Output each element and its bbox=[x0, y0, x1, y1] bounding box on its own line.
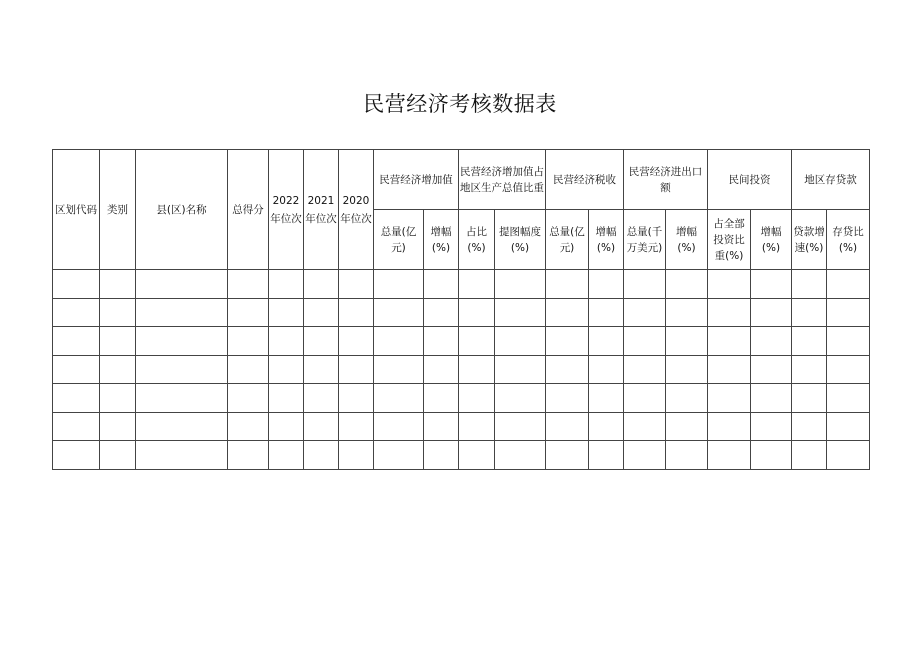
table-cell[interactable] bbox=[100, 441, 136, 470]
table-row bbox=[53, 384, 870, 413]
table-cell[interactable] bbox=[304, 327, 339, 356]
table-cell[interactable] bbox=[304, 355, 339, 384]
table-cell[interactable] bbox=[708, 384, 751, 413]
table-cell[interactable] bbox=[424, 412, 459, 441]
table-cell[interactable] bbox=[708, 441, 751, 470]
subheader-ie-growth: 增幅(%) bbox=[666, 210, 708, 270]
table-cell[interactable] bbox=[424, 355, 459, 384]
table-cell[interactable] bbox=[624, 355, 666, 384]
table-cell[interactable] bbox=[269, 270, 304, 299]
table-cell[interactable] bbox=[424, 298, 459, 327]
table-cell[interactable] bbox=[589, 384, 624, 413]
table-cell[interactable] bbox=[495, 441, 546, 470]
table-cell[interactable] bbox=[459, 412, 495, 441]
table-cell[interactable] bbox=[827, 384, 870, 413]
table-cell[interactable] bbox=[495, 270, 546, 299]
table-cell[interactable] bbox=[374, 298, 424, 327]
table-cell[interactable] bbox=[100, 384, 136, 413]
table-cell[interactable] bbox=[339, 327, 374, 356]
assessment-data-table bbox=[52, 149, 870, 470]
table-cell[interactable] bbox=[424, 270, 459, 299]
table-cell[interactable] bbox=[666, 441, 708, 470]
table-cell[interactable] bbox=[136, 327, 228, 356]
table-cell[interactable] bbox=[459, 270, 495, 299]
table-cell[interactable] bbox=[136, 270, 228, 299]
table-cell[interactable] bbox=[374, 384, 424, 413]
table-cell[interactable] bbox=[589, 327, 624, 356]
table-cell[interactable] bbox=[136, 298, 228, 327]
table-cell[interactable] bbox=[624, 270, 666, 299]
table-row bbox=[53, 441, 870, 470]
table-cell[interactable] bbox=[624, 327, 666, 356]
header-group-added-value: 民营经济增加值 bbox=[374, 150, 459, 210]
table-cell[interactable] bbox=[827, 441, 870, 470]
table-cell[interactable] bbox=[269, 298, 304, 327]
table-cell[interactable] bbox=[228, 441, 269, 470]
table-cell[interactable] bbox=[792, 412, 827, 441]
table-cell[interactable] bbox=[136, 384, 228, 413]
header-group-deposits-loans: 地区存贷款 bbox=[792, 150, 870, 210]
table-cell[interactable] bbox=[304, 384, 339, 413]
table-cell[interactable] bbox=[304, 298, 339, 327]
table-cell[interactable] bbox=[666, 355, 708, 384]
table-cell[interactable] bbox=[666, 298, 708, 327]
table-row bbox=[53, 298, 870, 327]
table-cell[interactable] bbox=[589, 441, 624, 470]
table-cell[interactable] bbox=[546, 355, 589, 384]
subheader-share-ratio: 占比(%) bbox=[459, 210, 495, 270]
table-cell[interactable] bbox=[100, 412, 136, 441]
table-cell[interactable] bbox=[751, 412, 792, 441]
table-cell[interactable] bbox=[459, 327, 495, 356]
subheader-av-total: 总量(亿元) bbox=[374, 210, 424, 270]
header-rank-2020-label: 年位次 bbox=[340, 212, 372, 225]
table-cell[interactable] bbox=[495, 355, 546, 384]
table-cell[interactable] bbox=[624, 441, 666, 470]
table-cell[interactable] bbox=[374, 441, 424, 470]
table-cell[interactable] bbox=[53, 355, 100, 384]
table-cell[interactable] bbox=[459, 441, 495, 470]
table-cell[interactable] bbox=[708, 355, 751, 384]
table-cell[interactable] bbox=[589, 412, 624, 441]
table-cell[interactable] bbox=[228, 412, 269, 441]
table-cell[interactable] bbox=[624, 384, 666, 413]
table-cell[interactable] bbox=[339, 441, 374, 470]
table-cell[interactable] bbox=[339, 384, 374, 413]
table-cell[interactable] bbox=[269, 355, 304, 384]
table-cell[interactable] bbox=[792, 441, 827, 470]
table-cell[interactable] bbox=[339, 298, 374, 327]
subheader-deposit-ratio: 存贷比(%) bbox=[827, 210, 870, 270]
table-cell[interactable] bbox=[53, 298, 100, 327]
table-cell[interactable] bbox=[374, 327, 424, 356]
table-cell[interactable] bbox=[827, 298, 870, 327]
subheader-av-growth: 增幅(%) bbox=[424, 210, 459, 270]
table-cell[interactable] bbox=[495, 327, 546, 356]
table-cell[interactable] bbox=[792, 355, 827, 384]
table-cell[interactable] bbox=[100, 270, 136, 299]
header-group-private-investment: 民间投资 bbox=[708, 150, 792, 210]
table-cell[interactable] bbox=[339, 355, 374, 384]
subheader-share-increase: 提图幅度(%) bbox=[495, 210, 546, 270]
table-cell[interactable] bbox=[546, 270, 589, 299]
table-cell[interactable] bbox=[136, 355, 228, 384]
table-cell[interactable] bbox=[546, 384, 589, 413]
subheader-ie-total: 总量(千万美元) bbox=[624, 210, 666, 270]
table-cell[interactable] bbox=[751, 270, 792, 299]
table-cell[interactable] bbox=[304, 270, 339, 299]
table-cell[interactable] bbox=[751, 441, 792, 470]
table-cell[interactable] bbox=[424, 384, 459, 413]
subheader-tax-growth: 增幅(%) bbox=[589, 210, 624, 270]
table-cell[interactable] bbox=[53, 441, 100, 470]
table-cell[interactable] bbox=[624, 412, 666, 441]
subheader-inv-growth: 增幅(%) bbox=[751, 210, 792, 270]
table-cell[interactable] bbox=[495, 412, 546, 441]
table-cell[interactable] bbox=[228, 298, 269, 327]
table-cell[interactable] bbox=[546, 298, 589, 327]
header-rank-2021 bbox=[304, 150, 339, 270]
table-cell[interactable] bbox=[546, 441, 589, 470]
header-group-gdp-share: 民营经济增加值占地区生产总值比重 bbox=[459, 150, 546, 210]
table-cell[interactable] bbox=[374, 270, 424, 299]
page-title: 民营经济考核数据表 bbox=[363, 92, 557, 116]
table-cell[interactable] bbox=[792, 384, 827, 413]
table-cell[interactable] bbox=[827, 270, 870, 299]
table-cell[interactable] bbox=[495, 298, 546, 327]
header-total-score: 总得分 bbox=[228, 150, 269, 270]
table-cell[interactable] bbox=[424, 441, 459, 470]
table-cell[interactable] bbox=[708, 298, 751, 327]
table-cell[interactable] bbox=[53, 384, 100, 413]
table-cell[interactable] bbox=[269, 327, 304, 356]
table-cell[interactable] bbox=[495, 384, 546, 413]
table-cell[interactable] bbox=[708, 270, 751, 299]
table-cell[interactable] bbox=[53, 270, 100, 299]
table-cell[interactable] bbox=[304, 412, 339, 441]
table-cell[interactable] bbox=[459, 384, 495, 413]
table-row bbox=[53, 412, 870, 441]
table-cell[interactable] bbox=[228, 327, 269, 356]
table-body bbox=[53, 270, 870, 470]
header-rank-2021-label: 年位次 bbox=[305, 212, 337, 225]
table-cell[interactable] bbox=[339, 270, 374, 299]
header-group-tax: 民营经济税收 bbox=[546, 150, 624, 210]
header-rank-2022-label: 年位次 bbox=[270, 212, 302, 225]
table-cell[interactable] bbox=[589, 270, 624, 299]
table-cell[interactable] bbox=[666, 270, 708, 299]
table-cell[interactable] bbox=[100, 298, 136, 327]
table-cell[interactable] bbox=[459, 355, 495, 384]
table-cell[interactable] bbox=[792, 270, 827, 299]
table-cell[interactable] bbox=[589, 355, 624, 384]
subheader-loan-growth: 贷款增速(%) bbox=[792, 210, 827, 270]
table-cell[interactable] bbox=[269, 441, 304, 470]
table-cell[interactable] bbox=[751, 327, 792, 356]
table-cell[interactable] bbox=[666, 384, 708, 413]
table-cell[interactable] bbox=[666, 327, 708, 356]
table-cell[interactable] bbox=[269, 384, 304, 413]
subheader-inv-share: 占全部投资比重(%) bbox=[708, 210, 751, 270]
table-cell[interactable] bbox=[827, 327, 870, 356]
table-cell[interactable] bbox=[339, 412, 374, 441]
table-cell[interactable] bbox=[136, 412, 228, 441]
table-cell[interactable] bbox=[546, 327, 589, 356]
table-cell[interactable] bbox=[589, 298, 624, 327]
table-cell[interactable] bbox=[708, 412, 751, 441]
header-district-code: 区划代码 bbox=[53, 150, 100, 270]
table-cell[interactable] bbox=[304, 441, 339, 470]
table-cell[interactable] bbox=[136, 441, 228, 470]
table-cell[interactable] bbox=[53, 412, 100, 441]
table-cell[interactable] bbox=[53, 327, 100, 356]
table-cell[interactable] bbox=[792, 327, 827, 356]
table-cell[interactable] bbox=[100, 327, 136, 356]
table-cell[interactable] bbox=[666, 412, 708, 441]
table-cell[interactable] bbox=[374, 355, 424, 384]
table-cell[interactable] bbox=[792, 298, 827, 327]
header-county-name: 县(区)名称 bbox=[136, 150, 228, 270]
subheader-tax-total: 总量(亿元) bbox=[546, 210, 589, 270]
header-rank-2021-year: 2021 bbox=[307, 194, 335, 207]
header-rank-2020 bbox=[339, 150, 374, 270]
table-cell[interactable] bbox=[100, 355, 136, 384]
header-rank-2022-year: 2022 bbox=[272, 194, 300, 207]
table-cell[interactable] bbox=[751, 384, 792, 413]
table-cell[interactable] bbox=[624, 298, 666, 327]
header-category: 类别 bbox=[100, 150, 136, 270]
table-cell[interactable] bbox=[228, 384, 269, 413]
table-row bbox=[53, 270, 870, 299]
table-cell[interactable] bbox=[708, 327, 751, 356]
table-cell[interactable] bbox=[228, 355, 269, 384]
table-cell[interactable] bbox=[751, 355, 792, 384]
table-cell[interactable] bbox=[546, 412, 589, 441]
table-cell[interactable] bbox=[751, 298, 792, 327]
header-group-import-export: 民营经济进出口额 bbox=[624, 150, 708, 210]
table-row bbox=[53, 355, 870, 384]
table-cell[interactable] bbox=[228, 270, 269, 299]
table-row bbox=[53, 327, 870, 356]
table-cell[interactable] bbox=[459, 298, 495, 327]
table-cell[interactable] bbox=[269, 412, 304, 441]
table-cell[interactable] bbox=[424, 327, 459, 356]
header-rank-2020-year: 2020 bbox=[342, 194, 370, 207]
table-cell[interactable] bbox=[827, 412, 870, 441]
table-cell[interactable] bbox=[374, 412, 424, 441]
header-rank-2022 bbox=[269, 150, 304, 270]
table-cell[interactable] bbox=[827, 355, 870, 384]
